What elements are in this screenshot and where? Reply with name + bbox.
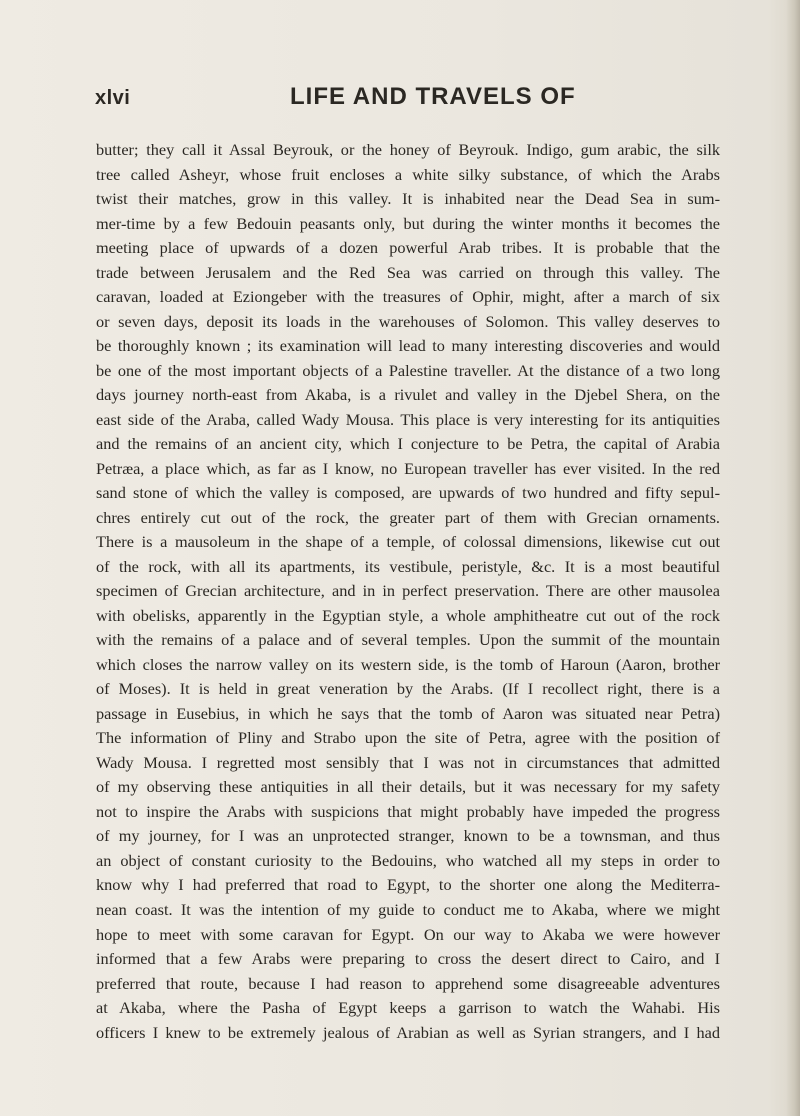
- text-line: of Moses). It is held in great veneration by the Arabs. (If I recollect right, there is a: [96, 679, 720, 699]
- page-number: xlvi: [95, 87, 131, 109]
- text-line: not to inspire the Arabs with suspicions that might probably have impeded the progress: [96, 801, 720, 821]
- text-line: sand stone of which the valley is composed, are upwards of two hundred and fifty sepul-: [96, 483, 720, 503]
- page-edge-shadow: [786, 0, 800, 1116]
- page-header: [0, 81, 800, 121]
- text-line: and the remains of an ancient city, which I conjecture to be Petra, the capital of Arabia: [96, 434, 720, 454]
- text-line: chres entirely cut out of the rock, the greater part of them with Grecian ornaments.: [96, 507, 720, 527]
- text-line: There is a mausoleum in the shape of a temple, of colossal dimensions, likewise cut out: [96, 532, 720, 552]
- text-line: Petræa, a place which, as far as I know, no European traveller has ever visited. In the red: [96, 458, 720, 478]
- text-line: east side of the Araba, called Wady Mousa. This place is very interesting for its antiquities: [96, 409, 720, 429]
- text-line: passage in Eusebius, in which he says that the tomb of Aaron was situated near Petra): [96, 703, 720, 723]
- text-line: butter; they call it Assal Beyrouk, or the honey of Beyrouk. Indigo, gum arabic, the silk: [96, 140, 720, 159]
- text-line: tree called Asheyr, whose fruit encloses a white silky substance, of which the Arabs: [96, 164, 720, 184]
- text-line: The information of Pliny and Strabo upon the site of Petra, agree with the position of: [96, 728, 720, 748]
- text-line: with obelisks, apparently in the Egyptian style, a whole amphitheatre cut out of the rock: [96, 605, 720, 625]
- text-line: trade between Jerusalem and the Red Sea was carried on through this valley. The: [96, 262, 720, 282]
- text-line: of my observing these antiquities in all their details, but it was necessary for my safety: [96, 777, 720, 797]
- text-line: days journey north-east from Akaba, is a rivulet and valley in the Djebel Shera, on the: [96, 385, 720, 405]
- text-line: be one of the most important objects of a Palestine traveller. At the distance of a two long: [96, 360, 720, 380]
- text-line: caravan, loaded at Eziongeber with the treasures of Ophir, might, after a march of six: [96, 287, 720, 307]
- running-title: LIFE AND TRAVELS OF: [290, 83, 576, 110]
- text-line: at Akaba, where the Pasha of Egypt keeps a garrison to watch the Wahabi. His: [96, 998, 720, 1018]
- text-line: which closes the narrow valley on its western side, is the tomb of Haroun (Aaron, brother: [96, 654, 720, 674]
- text-line: Wady Mousa. I regretted most sensibly that I was not in circumstances that admitted: [96, 752, 720, 772]
- text-line: specimen of Grecian architecture, and in in perfect preservation. There are other mausolea: [96, 581, 720, 601]
- text-line: be thoroughly known ; its examination will lead to many interesting discoveries and would: [96, 336, 720, 356]
- text-line: preferred that route, because I had reason to apprehend some disagreeable adventures: [96, 973, 720, 993]
- text-line: mer-time by a few Bedouin peasants only, but during the winter months it becomes the: [96, 213, 720, 233]
- text-line: of the rock, with all its apartments, its vestibule, peristyle, &c. It is a most beautiful: [96, 556, 720, 576]
- body-text: [96, 138, 720, 1045]
- text-line: meeting place of upwards of a dozen powerful Arab tribes. It is probable that the: [96, 238, 720, 258]
- text-line: twist their matches, grow in this valley. It is inhabited near the Dead Sea in sum-: [96, 189, 720, 209]
- text-line: informed that a few Arabs were preparing to cross the desert direct to Cairo, and I: [96, 949, 720, 969]
- text-line: nean coast. It was the intention of my guide to conduct me to Akaba, where we might: [96, 899, 720, 919]
- text-line: or seven days, deposit its loads in the warehouses of Solomon. This valley deserves to: [96, 311, 720, 331]
- text-line: of my journey, for I was an unprotected stranger, known to be a townsman, and thus: [96, 826, 720, 846]
- text-line: with the remains of a palace and of several temples. Upon the summit of the mountain: [96, 630, 720, 650]
- text-line: officers I knew to be extremely jealous of Arabian as well as Syrian strangers, and I had: [96, 1022, 720, 1042]
- text-line: hope to meet with some caravan for Egypt. On our way to Akaba we were however: [96, 924, 720, 944]
- text-line: an object of constant curiosity to the Bedouins, who watched all my steps in order to: [96, 850, 720, 870]
- text-line: know why I had preferred that road to Egypt, to the shorter one along the Mediterra-: [96, 875, 720, 895]
